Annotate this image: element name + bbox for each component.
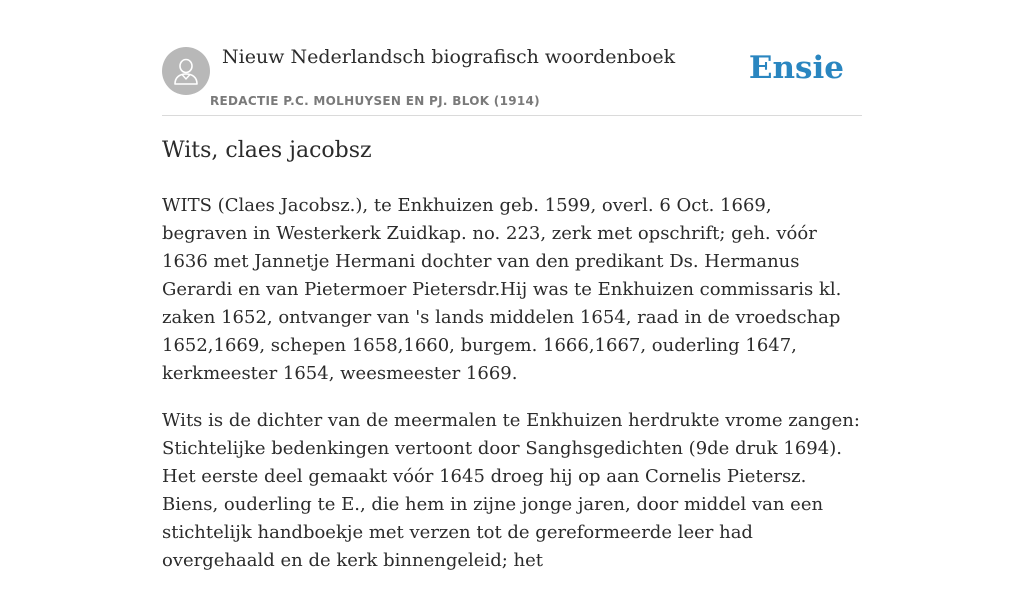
avatar — [162, 47, 210, 95]
article-paragraph: Wits is de dichter van de meermalen te Enkhuizen herdrukte vrome zangen: Stichtelijke bedenkingen vertoont door Sanghsgedichten (9de druk 1694). Het eerste deel gemaakt vóór 1645 droeg hij op aan Cornelis Pietersz. Biens, ouderling te E., die hem in zijne jonge jaren, door middel van een stichtelijk handboekje met verzen tot de gereformeerde leer had overgehaald en de kerk binnengeleid; het — [162, 410, 860, 571]
brand-logo[interactable]: Ensie — [748, 50, 844, 86]
article-paragraph: WITS (Claes Jacobsz.), te Enkhuizen geb. 1599, overl. 6 Oct. 1669, begraven in Westerkerk Zuidkap. no. 223, zerk met opschrift; geh. vóór 1636 met Jannetje Hermani dochter van den predikant Ds. Hermanus Gerardi en van Pietermoer Pietersdr.Hij was te Enkhuizen commissaris kl. zaken 1652, ontvanger van 's lands middelen 1654, raad in de vroedschap 1652,1669, schepen 1658,1660, burgem. 1666,1667, ouderling 1647, kerkmeester 1654, weesmeester 1669. — [162, 195, 842, 384]
editors-byline: REDACTIE P.C. MOLHUYSEN EN PJ. BLOK (1914) — [210, 94, 540, 108]
book-title[interactable]: Nieuw Nederlandsch biografisch woordenboek — [222, 46, 676, 68]
user-icon — [173, 57, 199, 85]
header — [162, 40, 862, 116]
article-body — [162, 192, 862, 594]
entry-title: Wits, claes jacobsz — [162, 138, 372, 163]
